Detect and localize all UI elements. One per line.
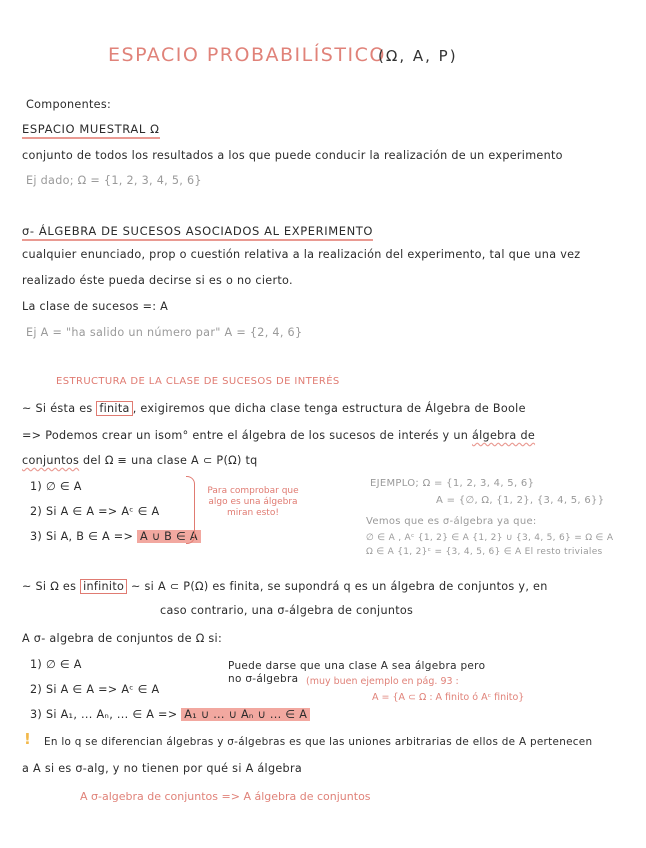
isomorphism-line bbox=[22, 429, 535, 442]
condition-2: 2) Si A ∈ A => Aᶜ ∈ A bbox=[30, 505, 160, 518]
example-set: A = {∅, Ω, {1, 2}, {3, 4, 5, 6}} bbox=[436, 495, 605, 506]
bracket bbox=[186, 476, 195, 544]
sigma-algebra-example: Ej A = "ha salido un número par" A = {2, 4, 6} bbox=[26, 326, 303, 339]
difference-line2: a A si es σ-alg, y no tienen por qué si A álgebra bbox=[22, 762, 302, 775]
sigma-condition-3-highlight: A₁ ∪ ... ∪ Aₙ ∪ ... ∈ A bbox=[181, 708, 310, 721]
iso-pre: => Podemos crear un isom° entre el álgebra de los sucesos de interés y un bbox=[22, 429, 469, 442]
condition-3 bbox=[30, 530, 201, 543]
infinite-post: ~ si A ⊂ P(Ω) es finita, se supondrá q es un álgebra de conjuntos y, en bbox=[131, 580, 548, 593]
class-definition: La clase de sucesos =: A bbox=[22, 300, 169, 313]
conclusion: A σ-algebra de conjuntos => A álgebra de conjuntos bbox=[80, 790, 371, 803]
note-line1: Puede darse que una clase A sea álgebra pero bbox=[228, 660, 486, 672]
sigma-algebra-heading: σ- ÁLGEBRA DE SUCESOS ASOCIADOS AL EXPERIMENTO bbox=[22, 224, 373, 241]
sigma-condition-3 bbox=[30, 708, 310, 721]
finite-pre: ~ Si ésta es bbox=[22, 402, 93, 415]
sigma-condition-3-pre: 3) Si A₁, ... Aₙ, ... ∈ A => bbox=[30, 708, 178, 721]
sigma-algebra-line2: realizado éste pueda decirse si es o no cierto. bbox=[22, 274, 293, 287]
sample-space-heading: ESPACIO MUESTRAL Ω bbox=[22, 122, 160, 139]
example-heading: EJEMPLO; Ω = {1, 2, 3, 4, 5, 6} bbox=[370, 478, 535, 489]
note-line2: no σ-álgebra bbox=[228, 673, 299, 685]
warning-icon: ! bbox=[24, 730, 31, 748]
iso-algebra: álgebra de bbox=[471, 429, 536, 442]
iso-conjuntos: conjuntos bbox=[22, 454, 80, 467]
infinite-pre: ~ Si Ω es bbox=[22, 580, 77, 593]
note-pink-line2: A = {A ⊂ Ω : A finito ó Aᶜ finito} bbox=[372, 692, 525, 703]
sample-space-example: Ej dado; Ω = {1, 2, 3, 4, 5, 6} bbox=[26, 174, 202, 187]
structure-heading: ESTRUCTURA DE LA CLASE DE SUCESOS DE INTERÉS bbox=[56, 376, 340, 387]
condition-1: 1) ∅ ∈ A bbox=[30, 480, 82, 493]
sigma-condition-1: 1) ∅ ∈ A bbox=[30, 658, 82, 671]
iso-line2-rest: del Ω ≡ una clase A ⊂ P(Ω) tq bbox=[83, 454, 258, 467]
finite-line bbox=[22, 402, 526, 415]
infinite-line bbox=[22, 580, 548, 593]
infinite-word: infinito bbox=[80, 579, 127, 594]
isomorphism-line2 bbox=[22, 454, 258, 467]
title-tuple: (Ω, A, P) bbox=[378, 47, 458, 65]
sigma-condition-2: 2) Si A ∈ A => Aᶜ ∈ A bbox=[30, 683, 160, 696]
sigma-definition: A σ- algebra de conjuntos de Ω si: bbox=[22, 632, 223, 645]
side-note: Para comprobar que algo es una álgebra miran esto! bbox=[207, 486, 299, 518]
condition-3-highlight: A ∪ B ∈ A bbox=[137, 530, 201, 543]
finite-post: , exigiremos que dicha clase tenga estructura de Álgebra de Boole bbox=[132, 402, 526, 415]
finite-word: finita bbox=[96, 401, 132, 416]
example-line2: Ω ∈ A {1, 2}ᶜ = {3, 4, 5, 6} ∈ A El resto triviales bbox=[366, 547, 603, 557]
difference-line1: En lo q se diferencian álgebras y σ-álgebras es que las uniones arbitrarias de ellos de A pertenecen bbox=[44, 736, 593, 748]
infinite-line2: caso contrario, una σ-álgebra de conjuntos bbox=[160, 604, 414, 617]
components-label: Componentes: bbox=[26, 98, 112, 111]
sample-space-definition: conjunto de todos los resultados a los que puede conducir la realización de un experimento bbox=[22, 149, 563, 162]
example-line1: ∅ ∈ A , Aᶜ {1, 2} ∈ A {1, 2} ∪ {3, 4, 5, 6} = Ω ∈ A bbox=[366, 533, 614, 543]
note-pink-line1: (muy buen ejemplo en pág. 93 : bbox=[306, 676, 459, 687]
sigma-algebra-line1: cualquier enunciado, prop o cuestión relativa a la realización del experimento, tal que una vez bbox=[22, 248, 581, 261]
example-check: Vemos que es σ-álgebra ya que: bbox=[366, 516, 537, 527]
page-title: ESPACIO PROBABILÍSTICO bbox=[108, 44, 386, 66]
condition-3-pre: 3) Si A, B ∈ A => bbox=[30, 530, 134, 543]
